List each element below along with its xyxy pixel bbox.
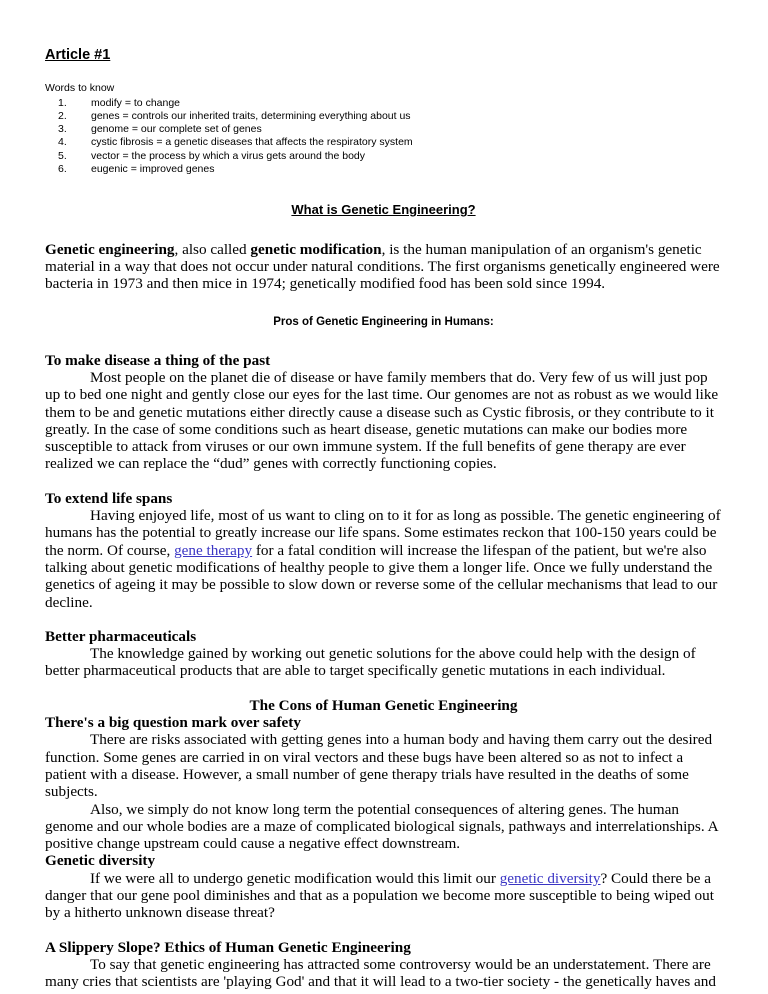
pros-body-lifespan	[45, 507, 722, 611]
words-to-know-list	[45, 97, 722, 176]
pros-body-disease: Most people on the planet die of disease or have family members that do. Very few of us will just pop up to bed one night and gently close our eyes for the last time. Our genomes are not as robust as we would like them to be and genetic mutations either directly cause a disease such as Cystic fibrosis, or they contribute to it greatly. In the case of some conditions such as heart disease, genetic mutations can make our bodies more susceptible to attack from viruses or our own immune system. If the full benefits of gene therapy are ever realized we can replace the “dud” genes with correctly functioning copies.	[45, 369, 719, 473]
spacer	[45, 680, 722, 697]
pros-subheading-disease: To make disease a thing of the past	[45, 351, 271, 369]
pros-heading: Pros of Genetic Engineering in Humans:	[273, 315, 494, 328]
cons-body-safety-1: There are risks associated with getting genes into a human body and having them carry out the desired function. Some genes are carried in on viral vectors and these bugs have been altered so as not to infect a patient with a disease. However, a small number of gene therapy trials have resulted in the deaths of some subjects.	[45, 731, 713, 801]
list-item	[58, 110, 722, 123]
word-definition: modify = to change	[91, 96, 181, 109]
spacer	[45, 611, 722, 628]
list-item	[58, 136, 722, 149]
cons-heading: The Cons of Human Genetic Engineering	[249, 696, 518, 714]
intro-bold-term-2: genetic modification	[250, 240, 382, 258]
diversity-text-2: ? Could there be a danger that our gene pool diminishes and that as a population we become more susceptible to being wiped out by a hitherto unknown disease threat?	[45, 869, 714, 922]
list-item	[58, 163, 722, 176]
lifespan-text-2: for a fatal condition will increase the lifespan of the patient, but we're also talking about genetic modifications of healthy people to give them a longer life. Once we fully understand the genetics of ageing it may be possible to slow down or reverse some of the cellular mechanisms that lead to our decline.	[45, 541, 718, 611]
main-title: What is Genetic Engineering?	[291, 201, 476, 217]
cons-subheading-safety: There's a big question mark over safety	[45, 714, 301, 732]
diversity-text-1: If we were all to undergo genetic modification would this limit our	[90, 869, 500, 887]
spacer	[45, 219, 722, 241]
cons-subheading-diversity: Genetic diversity	[45, 852, 156, 870]
lifespan-text-1: Having enjoyed life, most of us want to cling on to it for as long as possible. The genetic engineering of humans has the potential to greatly increase our life spans. Some estimates reckon that 100-150 years could be the norm. Of course,	[45, 507, 721, 559]
list-item	[58, 150, 722, 163]
genetic-diversity-link[interactable]: genetic diversity	[499, 869, 601, 887]
spacer	[45, 293, 722, 315]
article-title-row	[45, 40, 722, 64]
ethics-heading: A Slippery Slope? Ethics of Human Genetic Engineering	[45, 938, 411, 956]
cons-body-diversity	[45, 870, 722, 922]
intro-paragraph	[45, 241, 722, 293]
words-to-know-label: Words to know	[45, 82, 115, 95]
list-item	[58, 97, 722, 110]
pros-body-pharma: The knowledge gained by working out genetic solutions for the above could help with the design of better pharmaceutical products that are able to target specifically genetic mutations in each individual.	[45, 645, 696, 680]
article-title: Article #1	[45, 47, 111, 63]
gene-therapy-link[interactable]: gene therapy	[174, 541, 253, 559]
pros-subheading-pharma: Better pharmaceuticals	[45, 627, 197, 645]
list-item	[58, 123, 722, 136]
word-definition: eugenic = improved genes	[91, 162, 215, 175]
intro-text-1: , also called	[174, 240, 251, 258]
spacer	[45, 330, 722, 352]
word-definition: cystic fibrosis = a genetic diseases that affects the respiratory system	[91, 136, 413, 149]
spacer	[45, 473, 722, 490]
ethics-body: To say that genetic engineering has attracted some controversy would be an understatement. There are many cries that scientists are 'playing God' and that it will lead to a two-tier society - the genetically haves and	[45, 955, 716, 991]
cons-body-safety-2: Also, we simply do not know long term the potential consequences of altering genes. The human genome and our whole bodies are a maze of complicated biological signals, pathways and interrelationships. A positive change upstream could cause a negative effect downstream.	[45, 800, 718, 853]
spacer	[45, 922, 722, 939]
pros-subheading-lifespan: To extend life spans	[45, 489, 173, 507]
intro-bold-term-1: Genetic engineering	[45, 240, 175, 258]
word-definition: genes = controls our inherited traits, determining everything about us	[91, 109, 411, 122]
intro-text-2: , is the human manipulation of an organism's genetic material in a way that does not occur under natural conditions. The first organisms genetically engineered were bacteria in 1973 and then mice in 1974; genetically modified food has been sold since 1994.	[45, 240, 720, 293]
word-definition: vector = the process by which a virus gets around the body	[91, 149, 366, 162]
word-definition: genome = our complete set of genes	[91, 123, 262, 136]
